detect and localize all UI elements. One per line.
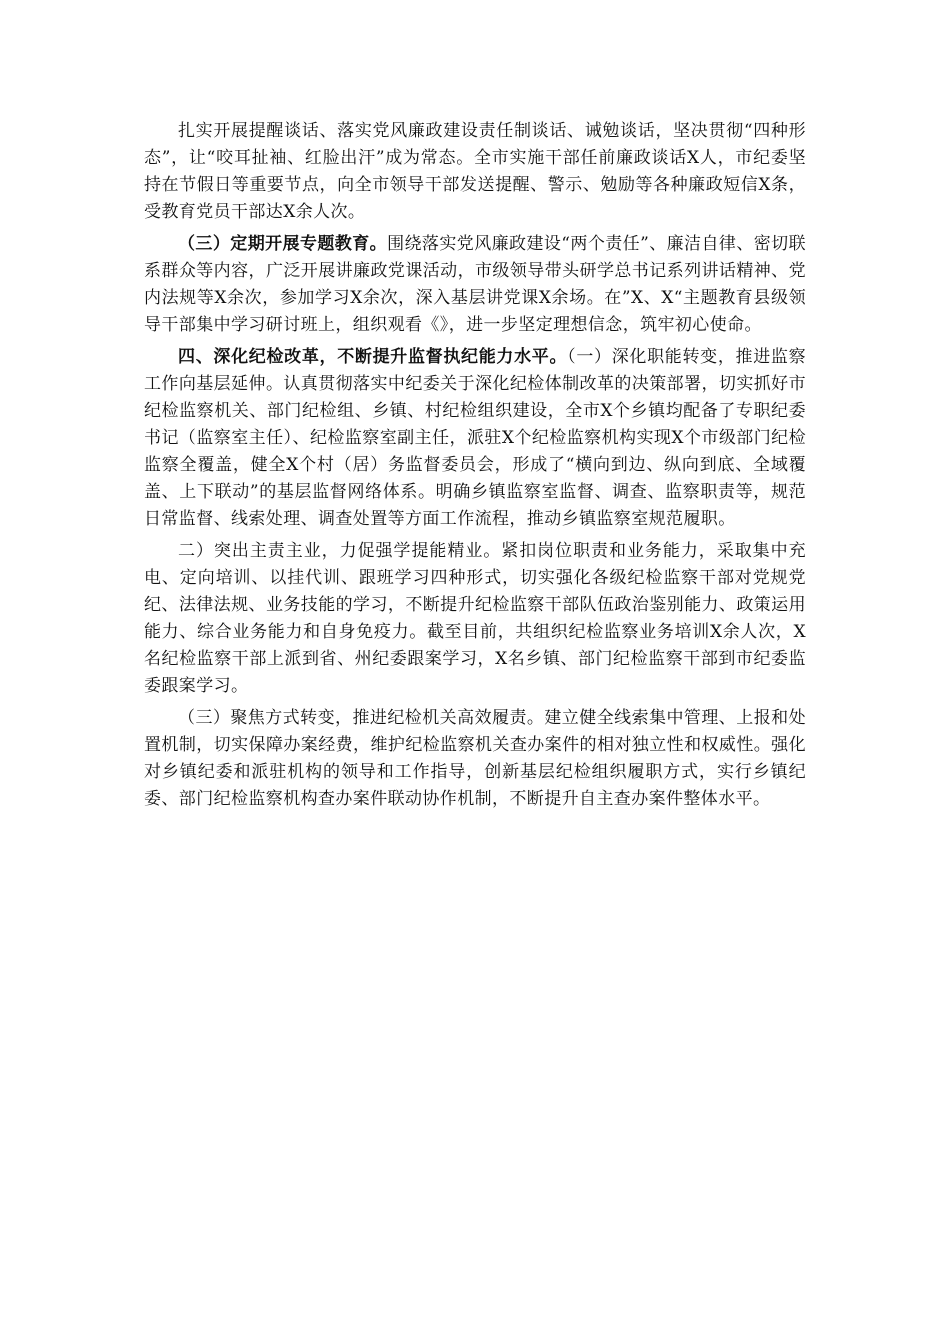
paragraph-reform-text: （一）深化职能转变，推进监察工作向基层延伸。认真贯彻落实中纪委关于深化纪检体制改革的决策部署，切实抓好市纪检监察机关、部门纪检组、乡镇、村纪检组织建设，全市X个乡镇均配备了专职纪委书记（监察室主任）、纪检监察室副主任，派驻X个纪检监察机构实现X个市级部门纪检监察全覆盖，健全X个村（居）务监督委员会，形成了“横向到边、纵向到底、全域覆盖、上下联动”的基层监督网络体系。明确乡镇监察室监督、调查、监察职责等，规范日常监督、线索处理、调查处置等方面工作流程，推动乡镇监察室规范履职。 [144,347,806,529]
paragraph-efficient-duty-text: （三）聚焦方式转变，推进纪检机关高效履责。建立健全线索集中管理、上报和处置机制，切实保障办案经费，维护纪检监察机关查办案件的相对独立性和权威性。强化对乡镇纪委和派驻机构的领导和工作指导，创新基层纪检组织履职方式，实行乡镇纪委、部门纪检监察机构查办案件联动协作机制，不断提升自主查办案件整体水平。 [144,708,806,809]
paragraph-reform [144,344,806,533]
document-body [144,118,806,813]
paragraph-efficient-duty [144,705,806,813]
paragraph-special-education-heading: （三）定期开展专题教育。 [178,234,388,254]
paragraph-reform-heading: 四、深化纪检改革，不断提升监督执纪能力水平。 [178,347,568,367]
paragraph-special-education-text: 围绕落实党风廉政建设“两个责任”、廉洁自律、密切联系群众等内容，广泛开展讲廉政党课活动，市级领导带头研学总书记系列讲话精神、党内法规等X余次，参加学习X余次，深入基层讲党课X余场。在”X、X“主题教育县级领导干部集中学习研讨班上，组织观看《》，进一步坚定理想信念，筑牢初心使命。 [144,234,806,335]
paragraph-core-duties [144,538,806,700]
paragraph-talks-text: 扎实开展提醒谈话、落实党风廉政建设责任制谈话、诫勉谈话，坚决贯彻“四种形态”，让“咬耳扯袖、红脸出汗”成为常态。全市实施干部任前廉政谈话X人，市纪委坚持在节假日等重要节点，向全市领导干部发送提醒、警示、勉励等各种廉政短信X条，受教育党员干部达X余人次。 [144,121,806,222]
paragraph-talks [144,118,806,226]
paragraph-special-education [144,231,806,339]
paragraph-core-duties-text: 二）突出主责主业，力促强学提能精业。紧扣岗位职责和业务能力，采取集中充电、定向培训、以挂代训、跟班学习四种形式，切实强化各级纪检监察干部对党规党纪、法律法规、业务技能的学习，不断提升纪检监察干部队伍政治鉴别能力、政策运用能力、综合业务能力和自身免疫力。截至目前，共组织纪检监察业务培训X余人次，X名纪检监察干部上派到省、州纪委跟案学习，X名乡镇、部门纪检监察干部到市纪委监委跟案学习。 [144,541,806,696]
